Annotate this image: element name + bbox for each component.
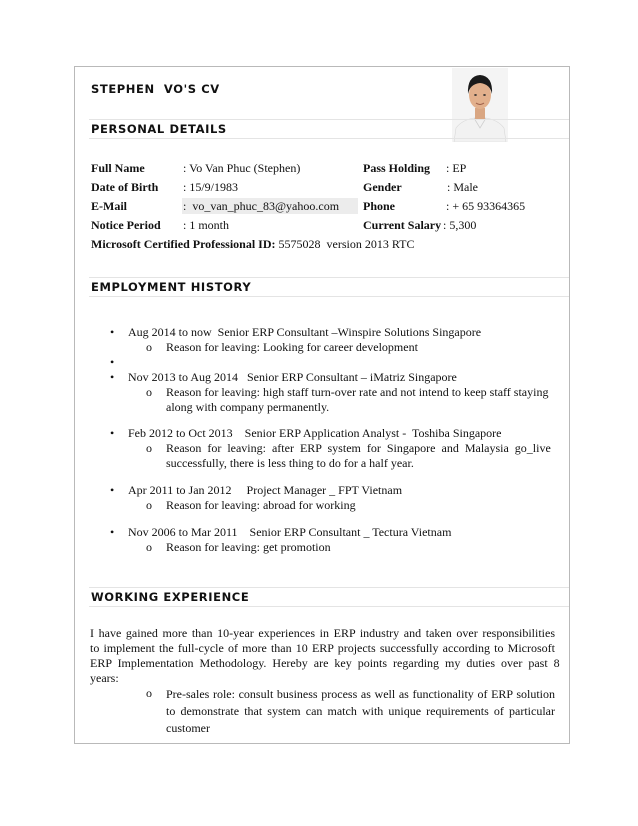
section-heading-personal: PERSONAL DETAILS [91,122,227,136]
paragraph-line: ERP Implementation Methodology. Hereby are key points regarding my duties over past 8 [90,656,560,670]
email-value: : vo_van_phuc_83@yahoo.com [183,199,340,213]
full-name-value: : Vo Van Phuc (Stephen) [183,161,301,175]
notice-period-value: : 1 month [183,218,230,232]
job-entry: Nov 2006 to Mar 2011 Senior ERP Consultant _ Tectura Vietnam [128,525,452,539]
pass-holding-label: Pass Holding [363,161,431,175]
duty-line: Pre-sales role: consult business process as well as functionality of ERP solution [166,687,555,701]
bullet-icon: • [110,355,115,369]
circle-bullet-icon: o [146,498,152,512]
bullet-icon: • [110,370,115,384]
experience-paragraph [90,626,560,686]
phone-label: Phone [363,199,396,213]
paragraph-line: to implement the full-cycle of more than 10 ERP projects successfully according to Microsoft [90,641,555,655]
gender-label: Gender [363,180,402,194]
job-entry: Aug 2014 to now Senior ERP Consultant –Winspire Solutions Singapore [128,325,482,339]
circle-bullet-icon: o [146,540,152,554]
gender-value: : Male [447,180,478,194]
duty-line: customer [166,721,210,735]
job-reason: Reason for leaving: high staff turn-over rate and not intend to keep staff staying [166,385,549,399]
notice-period-label: Notice Period [91,218,161,232]
dob-label: Date of Birth [91,180,159,194]
certification-line: Microsoft Certified Professional ID: 5575028 version 2013 RTC [91,237,415,251]
job-reason: Reason for leaving: get promotion [166,540,331,554]
full-name-label: Full Name [91,161,145,175]
bullet-icon: • [110,426,115,440]
job-reason-cont: along with company permanently. [166,400,330,414]
email-label: E-Mail [91,199,127,213]
bullet-icon: • [110,525,115,539]
job-reason: Reason for leaving: after ERP system for Singapore and Malaysia go_live [166,441,551,455]
paragraph-line: years: [90,671,119,685]
circle-bullet-icon: o [146,441,152,455]
paragraph-line: I have gained more than 10-year experiences in ERP industry and taken over responsibilities [90,626,555,640]
salary-label: Current Salary [363,218,442,232]
pass-holding-value: : EP [446,161,467,175]
job-entry: Nov 2013 to Aug 2014 Senior ERP Consultant – iMatriz Singapore [128,370,457,384]
job-entry: Feb 2012 to Oct 2013 Senior ERP Application Analyst - Toshiba Singapore [128,426,502,440]
circle-bullet-icon: o [146,340,152,354]
job-reason: Reason for leaving: Looking for career development [166,340,418,354]
job-reason-cont: successfully, there is less thing to do for a half year. [166,456,414,470]
bullet-icon: • [110,483,115,497]
job-entry: Apr 2011 to Jan 2012 Project Manager _ FPT Vietnam [128,483,403,497]
job-reason: Reason for leaving: abroad for working [166,498,356,512]
circle-bullet-icon: o [146,686,152,700]
duty-item [166,686,555,737]
cv-title: STEPHEN VO'S CV [91,82,220,96]
salary-value: : 5,300 [443,218,477,232]
dob-value: : 15/9/1983 [183,180,239,194]
circle-bullet-icon: o [146,385,152,399]
bullet-icon: • [110,325,115,339]
phone-value: : + 65 93364365 [446,199,526,213]
duty-line: to demonstrate that system can match with unique requirements of particular [166,704,555,718]
section-heading-employment: EMPLOYMENT HISTORY [91,280,252,294]
section-heading-working: WORKING EXPERIENCE [91,590,250,604]
